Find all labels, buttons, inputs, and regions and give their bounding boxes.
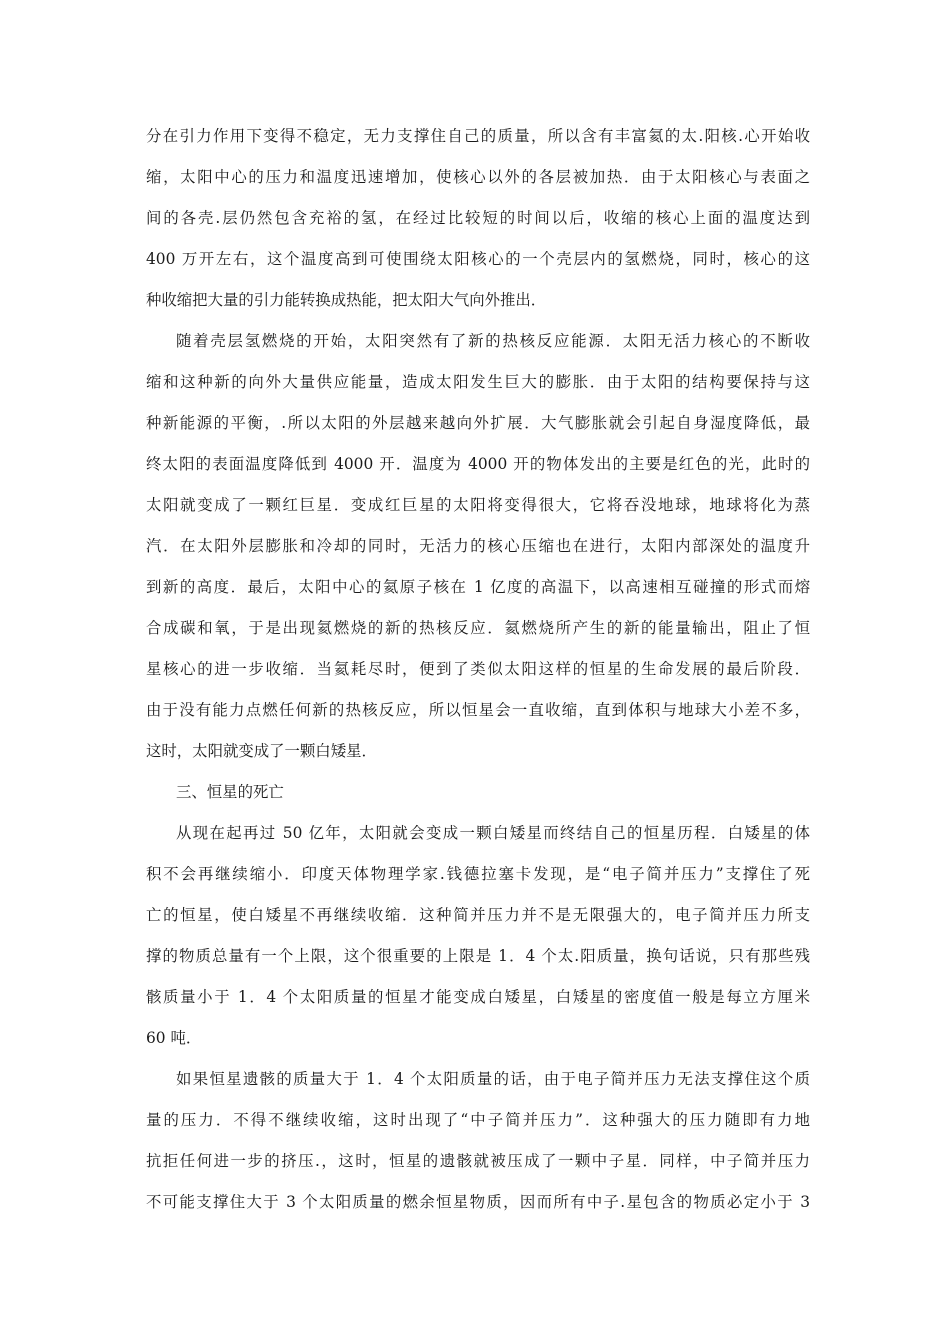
text-line: 这时，太阳就变成了一颗白矮星． — [146, 742, 377, 760]
text-line: 积不会再继续缩小．印度天体物理学家.钱德拉塞卡发现，是“电子简并压力”支撑住了死 — [146, 865, 810, 883]
text-line: 不可能支撑住大于 3 个太阳质量的燃余恒星物质，因而所有中子.星包含的物质必定小于 3 — [146, 1193, 810, 1211]
text-line: 骸质量小于 1．4 个太阳质量的恒星才能变成白矮星，白矮星的密度值一般是每立方厘米 — [146, 988, 810, 1006]
text-line: 60 吨． — [146, 1029, 202, 1047]
text-line: 星核心的进一步收缩．当氦耗尽时，便到了类似太阳这样的恒星的生命发展的最后阶段． — [146, 660, 810, 678]
text-line: 从现在起再过 50 亿年，太阳就会变成一颗白矮星而终结自己的恒星历程．白矮星的体 — [176, 824, 810, 842]
text-line: 种新能源的平衡，.所以太阳的外层越来越向外扩展．大气膨胀就会引起自身湿度降低，最 — [146, 414, 810, 432]
text-line: 缩，太阳中心的压力和温度迅速增加，使核心以外的各层被加热．由于太阳核心与表面之 — [146, 168, 810, 186]
text-line: 太阳就变成了一颗红巨星．变成红巨星的太阳将变得很大，它将吞没地球，地球将化为蒸 — [146, 496, 810, 514]
text-line: 亡的恒星，使白矮星不再继续收缩．这种简并压力并不是无限强大的，电子简并压力所支 — [146, 906, 810, 924]
text-line: 量的压力．不得不继续收缩，这时出现了“中子简并压力”．这种强大的压力随即有力地 — [146, 1111, 810, 1129]
text-line: 由于没有能力点燃任何新的热核反应，所以恒星会一直收缩，直到体积与地球大小差不多， — [146, 701, 810, 719]
text-line: 撑的物质总量有一个上限，这个很重要的上限是 1．4 个太.阳质量，换句话说，只有那些残 — [146, 947, 810, 965]
text-line: 400 万开左右，这个温度高到可使围绕太阳核心的一个壳层内的氢燃烧，同时，核心的这 — [146, 250, 810, 268]
text-line: 如果恒星遗骸的质量大于 1．4 个太阳质量的话，由于电子简并压力无法支撑住这个质 — [176, 1070, 810, 1088]
text-line: 种收缩把大量的引力能转换成热能，把太阳大气向外推出． — [146, 291, 547, 309]
text-line: 缩和这种新的向外大量供应能量，造成太阳发生巨大的膨胀．由于太阳的结构要保持与这 — [146, 373, 810, 391]
text-line: 抗拒任何进一步的挤压.，这时，恒星的遗骸就被压成了一颗中子星．同样，中子简并压力 — [146, 1152, 810, 1170]
document-body — [146, 116, 810, 1223]
text-line: 三、恒星的死亡 — [176, 783, 284, 801]
text-line: 分在引力作用下变得不稳定，无力支撑住自己的质量，所以含有丰富氦的太.阳核.心开始收 — [146, 127, 810, 145]
text-line: 终太阳的表面温度降低到 4000 开．温度为 4000 开的物体发出的主要是红色的光，此时的 — [146, 455, 810, 473]
text-line: 间的各壳.层仍然包含充裕的氢，在经过比较短的时间以后，收缩的核心上面的温度达到 — [146, 209, 810, 227]
text-line: 到新的高度．最后，太阳中心的氦原子核在 1 亿度的高温下，以高速相互碰撞的形式而熔 — [146, 578, 810, 596]
text-line: 合成碳和氧，于是出现氦燃烧的新的热核反应．氦燃烧所产生的新的能量输出，阻止了恒 — [146, 619, 810, 637]
text-line: 汽．在太阳外层膨胀和冷却的同时，无活力的核心压缩也在进行，太阳内部深处的温度升 — [146, 537, 810, 555]
text-line: 随着壳层氢燃烧的开始，太阳突然有了新的热核反应能源．太阳无活力核心的不断收 — [176, 332, 810, 350]
